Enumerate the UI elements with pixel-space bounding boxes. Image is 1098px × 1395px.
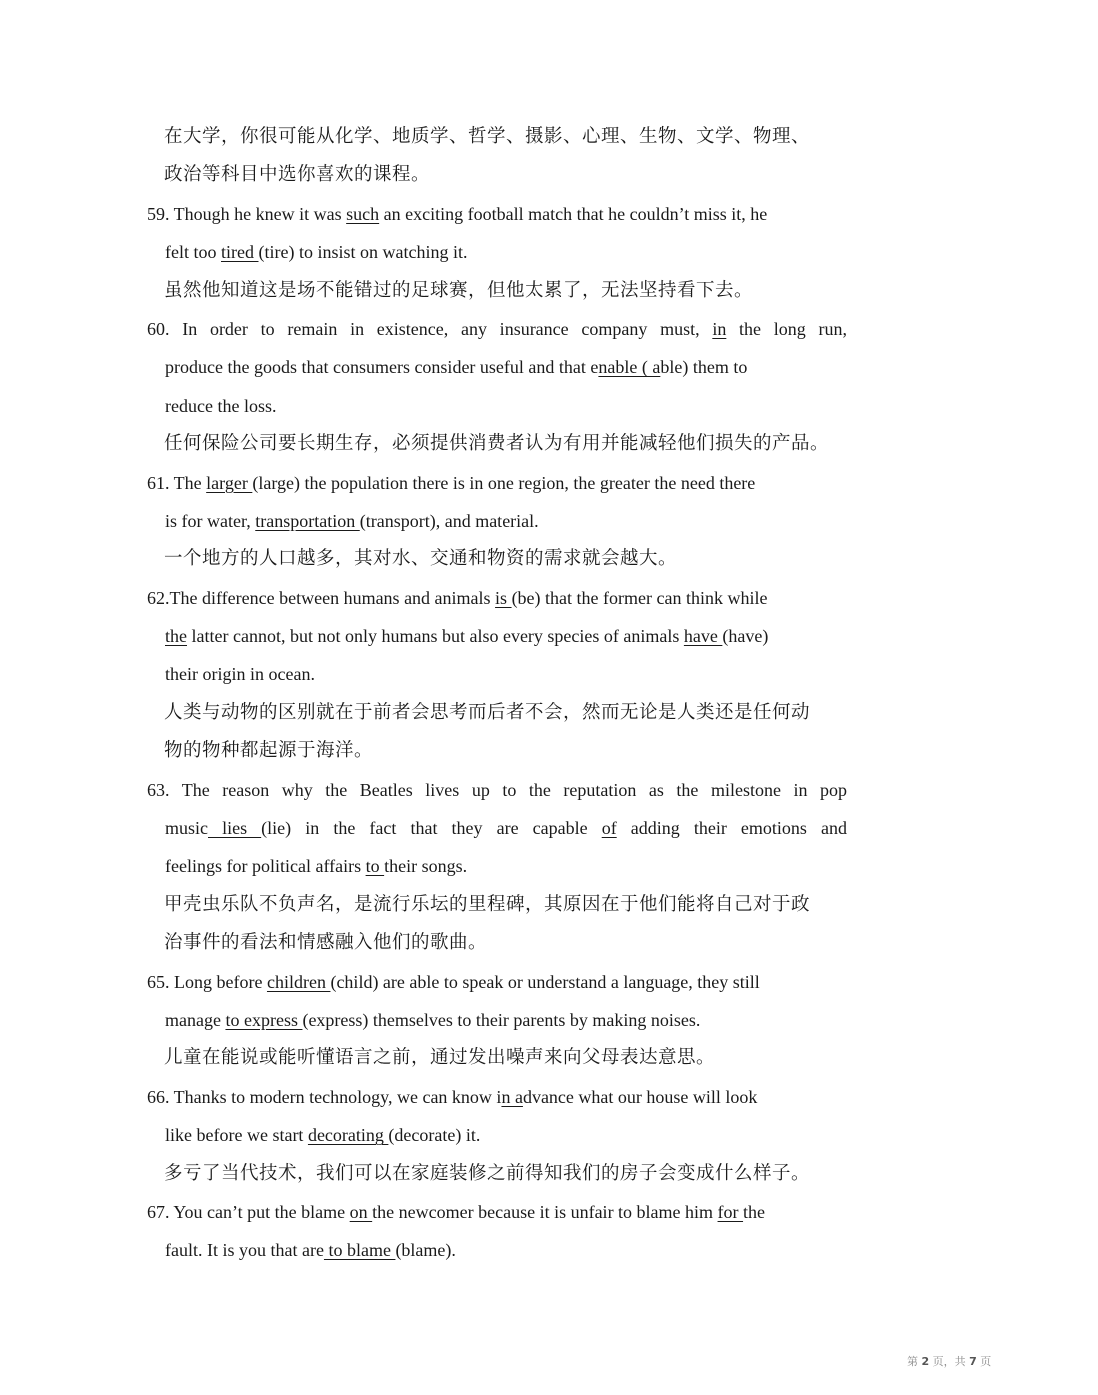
answer-blank: to bbox=[365, 856, 385, 877]
text-line bbox=[147, 1231, 847, 1269]
text-segment: 65. Long before bbox=[147, 971, 267, 992]
answer-blank: is bbox=[495, 587, 512, 608]
answer-blank: larger bbox=[206, 472, 253, 493]
text-line bbox=[147, 310, 847, 348]
text-line bbox=[147, 1116, 847, 1154]
text-line bbox=[147, 924, 847, 962]
footer-suffix: 页 bbox=[976, 1355, 992, 1368]
text-line bbox=[147, 1078, 847, 1116]
text-segment: 在大学，你很可能从化学、地质学、哲学、摄影、心理、生物、文学、物理、 bbox=[164, 126, 811, 147]
text-segment: (large) the population there is in one region, the greater the need there bbox=[252, 472, 756, 493]
text-segment: the long run, bbox=[726, 318, 847, 339]
text-segment: like before we start bbox=[165, 1125, 308, 1146]
answer-blank: decorating bbox=[307, 1125, 389, 1146]
text-line bbox=[147, 1001, 847, 1039]
answer-blank: for bbox=[717, 1201, 744, 1222]
text-segment: ble) them to bbox=[660, 357, 748, 378]
text-segment: 63. The reason why the Beatles lives up to the reputation as the milestone in pop bbox=[147, 779, 847, 800]
text-segment: manage bbox=[165, 1009, 226, 1030]
text-segment: 多亏了当代技术，我们可以在家庭装修之前得知我们的房子会变成什么样子。 bbox=[164, 1162, 811, 1184]
text-segment: 物的物种都起源于海洋。 bbox=[164, 740, 374, 762]
text-line bbox=[147, 963, 847, 1001]
text-segment: an exciting football match that he couldn’t miss it, he bbox=[379, 203, 768, 224]
text-line bbox=[147, 156, 847, 194]
text-segment: 61. The bbox=[147, 472, 207, 493]
answer-blank: children bbox=[266, 971, 331, 992]
text-segment: music bbox=[165, 818, 208, 839]
page-number: 2 bbox=[921, 1355, 930, 1368]
text-segment: the newcomer because it is unfair to blame him bbox=[372, 1201, 718, 1222]
answer-blank: lies bbox=[208, 818, 262, 839]
answer-blank: nable ( a bbox=[598, 357, 661, 378]
answer-blank: in bbox=[712, 318, 727, 339]
answer-blank: to blame bbox=[323, 1240, 396, 1261]
text-line bbox=[147, 1193, 847, 1231]
text-line bbox=[147, 847, 847, 885]
text-segment: 治事件的看法和情感融入他们的歌曲。 bbox=[164, 932, 488, 954]
text-segment: the bbox=[743, 1201, 766, 1222]
text-segment: their origin in ocean. bbox=[165, 664, 315, 685]
page-footer bbox=[907, 1353, 991, 1369]
text-line bbox=[147, 809, 847, 847]
text-line bbox=[147, 118, 847, 156]
document-body bbox=[147, 118, 847, 1270]
text-line bbox=[147, 886, 847, 924]
answer-blank: on bbox=[349, 1201, 373, 1222]
text-line bbox=[147, 464, 847, 502]
text-segment: felt too bbox=[165, 242, 221, 263]
answer-blank: such bbox=[346, 203, 380, 224]
text-line bbox=[147, 1039, 847, 1077]
text-line bbox=[147, 502, 847, 540]
text-line bbox=[147, 771, 847, 809]
footer-prefix: 第 bbox=[907, 1355, 922, 1368]
text-segment: 虽然他知道这是场不能错过的足球赛，但他太累了，无法坚持看下去。 bbox=[164, 279, 754, 301]
text-segment: 59. Though he knew it was bbox=[147, 203, 347, 224]
text-segment: latter cannot, but not only humans but also every species of animals bbox=[187, 626, 684, 647]
answer-blank: n a bbox=[501, 1086, 523, 1107]
text-segment: (have) bbox=[722, 626, 769, 647]
answer-blank: to express bbox=[225, 1009, 303, 1030]
answer-blank: of bbox=[601, 818, 617, 839]
answer-blank: the bbox=[165, 626, 187, 647]
text-segment: 62.The difference between humans and animals bbox=[147, 587, 496, 608]
text-segment: adding their emotions and bbox=[616, 818, 847, 839]
text-line bbox=[147, 272, 847, 310]
text-segment: (decorate) it. bbox=[388, 1125, 481, 1146]
answer-blank: have bbox=[683, 626, 723, 647]
text-line bbox=[147, 387, 847, 425]
answer-blank: transportation bbox=[255, 510, 360, 531]
text-segment: dvance what our house will look bbox=[522, 1086, 758, 1107]
text-segment: 66. Thanks to modern technology, we can know i bbox=[147, 1086, 502, 1107]
text-segment: 任何保险公司要长期生存，必须提供消费者认为有用并能减轻他们损失的产品。 bbox=[164, 433, 830, 455]
text-line bbox=[147, 732, 847, 770]
answer-blank: tired bbox=[221, 242, 259, 263]
footer-middle: 页，共 bbox=[929, 1355, 970, 1368]
text-line bbox=[147, 348, 847, 386]
text-segment: 人类与动物的区别就在于前者会思考而后者不会，然而无论是人类还是任何动 bbox=[164, 701, 811, 723]
text-segment: 甲壳虫乐队不负声名，是流行乐坛的里程碑，其原因在于他们能将自己对于政 bbox=[164, 893, 811, 915]
text-segment: their songs. bbox=[384, 856, 468, 877]
text-segment: (tire) to insist on watching it. bbox=[258, 242, 468, 263]
text-segment: feelings for political affairs bbox=[165, 856, 366, 877]
text-segment: 儿童在能说或能听懂语言之前，通过发出噪声来向父母表达意思。 bbox=[164, 1047, 716, 1069]
text-segment: (lie) in the fact that they are capable bbox=[261, 818, 602, 839]
text-line bbox=[147, 655, 847, 693]
text-line bbox=[147, 425, 847, 463]
text-line bbox=[147, 233, 847, 271]
text-segment: 67. You can’t put the blame bbox=[147, 1201, 350, 1222]
text-segment: produce the goods that consumers consider useful and that e bbox=[165, 357, 599, 378]
text-segment: (blame). bbox=[395, 1240, 456, 1261]
text-line bbox=[147, 195, 847, 233]
text-line bbox=[147, 579, 847, 617]
text-segment: (express) themselves to their parents by making noises. bbox=[302, 1009, 701, 1030]
text-segment: fault. It is you that are bbox=[165, 1240, 324, 1261]
text-segment: 一个地方的人口越多，其对水、交通和物资的需求就会越大。 bbox=[164, 548, 678, 570]
text-segment: 政治等科目中选你喜欢的课程。 bbox=[164, 164, 431, 186]
text-segment: reduce the loss. bbox=[165, 395, 277, 416]
text-segment: (be) that the former can think while bbox=[511, 587, 768, 608]
page-total: 7 bbox=[969, 1355, 977, 1368]
text-line bbox=[147, 540, 847, 578]
text-segment: (transport), and material. bbox=[359, 510, 539, 531]
text-segment: 60. In order to remain in existence, any insurance company must, bbox=[147, 318, 713, 339]
text-line bbox=[147, 694, 847, 732]
text-segment: (child) are able to speak or understand a language, they still bbox=[330, 971, 760, 992]
text-line bbox=[147, 1155, 847, 1193]
text-line bbox=[147, 617, 847, 655]
text-segment: is for water, bbox=[165, 510, 256, 531]
